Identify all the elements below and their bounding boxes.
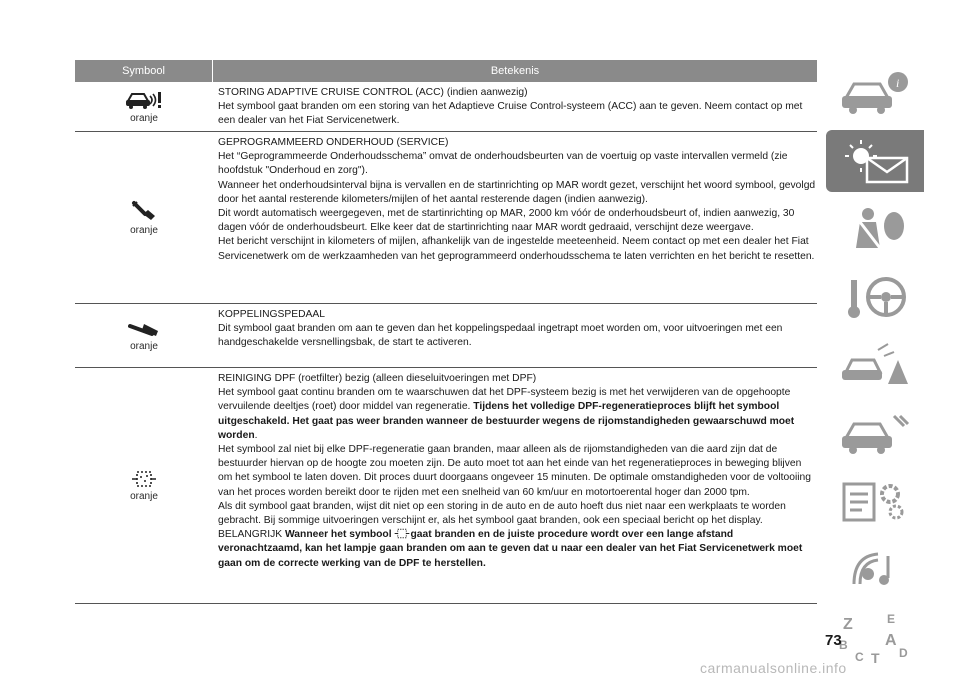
symbol-cell: [75, 368, 213, 603]
tab-multimedia[interactable]: [826, 538, 924, 600]
row-text: Wanneer het onderhoudsinterval bijna is vervallen en de startinrichting op MAR wordt gezet, verschijnt het woord symbool, gevolgd door het aantal resterende kilometers/mijlen of het aantal resterende dagen (indien aanwezig).: [218, 179, 816, 205]
clutch-pedal-icon: [128, 320, 160, 338]
table-row: [75, 132, 817, 304]
tab-emergency[interactable]: [826, 334, 924, 396]
important-label: BELANGRIJK: [218, 529, 283, 541]
row-text: Als dit symbool gaat branden, wijst dit niet op een storing in de auto en de auto hoeft dus niet naar een werkplaats te worden gebracht. Bij sommige uitvoeringen verschijnt er, als het symbool gaat branden, ook een speciaal bericht op het display.: [218, 500, 786, 527]
meaning-cell: [213, 304, 817, 367]
meaning-cell: [213, 82, 817, 131]
table-row: [75, 368, 817, 604]
car-info-icon: [838, 68, 912, 118]
symbol-cell: [75, 132, 213, 303]
svg-text:Z: Z: [843, 616, 853, 633]
emergency-car-icon: [838, 340, 912, 390]
alphabet-index-icon: [835, 609, 915, 665]
svg-text:B: B: [839, 638, 848, 652]
row-text: Dit symbool gaat branden om aan te geven dan het koppelingspedaal ingetrapt moet worden om, voor uitvoeringen met een handgeschakelde versnellingsbak, de start te activeren.: [218, 323, 783, 349]
row-text-bold: Tijdens het volledige DPF-regeneratieproces blijft het symbool uitgeschakeld. Het gaat pas weer branden wanneer de bestuurder wegens de rijomstandigheden gewaarschuwd moet worden: [218, 401, 795, 441]
important-bold-2: gaat branden en de juiste procedure wordt over een lange afstand veronachtzaamd, kan het lampje gaan branden om aan te geven dat u naar een dealer van het Fiat Servicenetwerk moet gaan om de correcte werking van de DPF te herstellen.: [218, 529, 803, 569]
seatbelt-airbag-icon: [838, 204, 912, 254]
row-title: GEPROGRAMMEERD ONDERHOUD (SERVICE): [218, 137, 449, 148]
row-text: Dit wordt automatisch weergegeven, met de startinrichting op MAR, 2000 km vóór de onderhoudsbeurt of, indien aanwezig, 30 dagen vóór de onderhoudsbeurt. Elke keer dat de startinrichting naar MAR wordt gedraaid, verschijnt deze weergave.: [218, 208, 795, 234]
multimedia-icon: [838, 544, 912, 594]
tab-car-info[interactable]: [826, 62, 924, 124]
acc-warning-icon: [124, 90, 164, 110]
row-title: STORING ADAPTIVE CRUISE CONTROL (ACC) (indien aanwezig): [218, 87, 528, 98]
key-steering-wheel-icon: [838, 272, 912, 322]
symbol-color-label: oranje: [130, 224, 158, 236]
svg-text:C: C: [855, 650, 864, 664]
row-important: [218, 528, 817, 571]
tab-technical-data[interactable]: [826, 470, 924, 532]
meaning-cell: [213, 132, 817, 303]
warning-lights-icon: [835, 136, 915, 186]
symbol-color-label: oranje: [130, 490, 158, 502]
row-text-end: .: [254, 429, 258, 441]
tab-warning-lights[interactable]: [826, 130, 924, 192]
tab-starting-driving[interactable]: [826, 266, 924, 328]
tab-safety[interactable]: [826, 198, 924, 260]
watermark: carmanualsonline.info: [700, 660, 847, 676]
table-header: [75, 60, 817, 82]
symbol-color-label: oranje: [130, 112, 158, 124]
row-text: Het bericht verschijnt in kilometers of mijlen, afhankelijk van de ingestelde meeteenheid. Neem contact op met een dealer het Fiat Servicenetwerk om de werkzaamheden van het geprogrammeerd onderhoudsschema te laten verrichten en het bericht te resetten.: [218, 236, 815, 262]
dpf-icon: [131, 470, 157, 488]
row-title: REINIGING DPF (roetfilter) bezig (alleen dieseluitvoeringen met DPF): [218, 373, 537, 384]
table-row: [75, 304, 817, 368]
important-bold-1: Wanneer het symbool: [284, 529, 392, 541]
symbol-color-label: oranje: [130, 340, 158, 352]
row-text: Het “Geprogrammeerde Onderhoudsschema” omvat de onderhoudsbeurten van de voertuig op vaste intervallen vermeld (zie hoofdstuk "Onderhoud en zorg").: [218, 151, 788, 177]
technical-gears-icon: [838, 476, 912, 526]
row-text: [218, 386, 817, 443]
row-text: Het symbool zal niet bij elke DPF-regeneratie gaan branden, maar alleen als de rijomstandigheden van die aard zijn dat de bestuurder hiervan op de hoogte zou moeten zijn. De auto moet tot aan het einde van het regeneratieproces in beweging blijven om het symbool te laten doven. Dit proces duurt doorgaans ongeveer 15 minuten. De optimale omstandigheden voor de voltooiing van het proces worden bereikt door te rijden met een snelheid van 60 km/uur en motortoerental hoger dan 2000 tpm.: [218, 444, 812, 498]
chapter-tabs: [826, 62, 930, 674]
header-meaning: Betekenis: [213, 60, 817, 82]
row-text: Het symbool gaat branden om een storing van het Adaptieve Cruise Control-systeem (ACC) aan te geven. Neem contact op met een dealer van het Fiat Servicenetwerk.: [218, 101, 803, 127]
tab-maintenance[interactable]: [826, 402, 924, 464]
svg-text:T: T: [871, 650, 880, 665]
car-maintenance-icon: [838, 408, 912, 458]
svg-text:E: E: [887, 612, 896, 626]
svg-text:A: A: [885, 632, 897, 649]
page-number: 73: [825, 632, 842, 649]
warning-lights-table: [75, 60, 817, 604]
wrench-icon: [131, 200, 157, 222]
symbol-cell: [75, 82, 213, 131]
header-symbol: Symbool: [75, 60, 212, 82]
meaning-cell: [213, 368, 817, 603]
symbol-cell: [75, 304, 213, 367]
dpf-inline-icon: [394, 528, 410, 539]
row-text-normal: Het symbool gaat continu branden om te waarschuwen dat het DPF-systeem bezig is met het verwijderen van de opgehoopte vervuilende deeltjes (roet) door middel van regeneratie.: [218, 387, 791, 413]
row-title: KOPPELINGSPEDAAL: [218, 309, 326, 320]
svg-text:D: D: [899, 646, 908, 660]
table-row: [75, 82, 817, 132]
svg-text:i: i: [896, 76, 900, 90]
